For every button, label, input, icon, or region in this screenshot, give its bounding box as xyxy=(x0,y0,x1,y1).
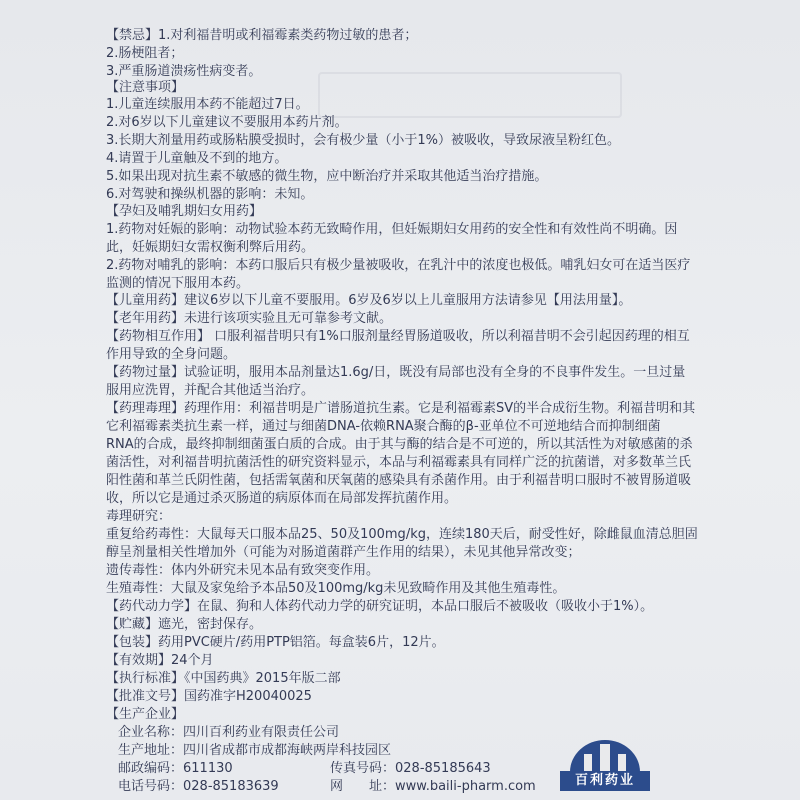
contraindication-line: 【禁忌】1.对利福昔明或利福霉素类药物过敏的患者； xyxy=(106,28,418,43)
storage-line: 【贮藏】遮光，密封保存。 xyxy=(106,617,263,632)
toxicology-line: 重复给药毒性：大鼠每天口服本品25、50及100mg/kg，连续180天后，耐受性好，除雌鼠血清总胆固 xyxy=(106,527,698,542)
manufacturer-address: 生产地址：四川省成都市成都海峡两岸科技园区 xyxy=(118,743,392,758)
pharmacology-line: RNA的合成，最终抑制细菌蛋白质的合成。由于其与酶的结合是不可逆的，所以其活性为对敏感菌的杀 xyxy=(106,437,693,452)
interaction-line: 【药物相互作用】 口服利福昔明只有1%口服剂量经胃肠道吸收，所以利福昔明不会引起因药理的相互 xyxy=(106,329,690,344)
contraindication-line: 2.肠梗阻者； xyxy=(106,46,184,61)
toxicology-line: 醇呈剂量相关性增加外（可能为对肠道菌群产生作用的结果），未见其他异常改变； xyxy=(106,545,581,560)
pharmacokinetics-line: 【药代动力学】在鼠、狗和人体药代动力学的研究证明，本品口服后不被吸收（吸收小于1%）。 xyxy=(106,599,654,614)
section-heading-pregnancy: 【孕妇及哺乳期妇女用药】 xyxy=(106,204,263,219)
pediatric-use-line: 【儿童用药】建议6岁以下儿童不要服用。6岁及6岁以上儿童服用方法请参见【用法用量】。 xyxy=(106,293,632,308)
pharmacology-line: 它利福霉素类抗生素一样，通过与细菌DNA-依赖RNA聚合酶的β-亚单位不可逆地结合而抑制细菌 xyxy=(106,419,661,434)
manufacturer-heading: 【生产企业】 xyxy=(106,707,185,722)
pharmacology-line: 【药理毒理】药理作用：利福昔明是广谱肠道抗生素。它是利福霉素SV的半合成衍生物。利福昔明和其 xyxy=(106,401,696,416)
validity-line: 【有效期】24个月 xyxy=(106,653,214,668)
toxicology-line: 生殖毒性：大鼠及家兔给予本品50及100mg/kg未见致畸作用及其他生殖毒性。 xyxy=(106,581,566,596)
contraindication-line: 3.严重肠道溃疡性病变者。 xyxy=(106,64,262,79)
pregnancy-line: 此，妊娠期妇女需权衡利弊后用药。 xyxy=(106,240,315,255)
approval-number-line: 【批准文号】国药准字H20040025 xyxy=(106,689,312,704)
pharmacology-line: 收，所以它是通过杀灭肠道的病原体而在局部发挥抗菌作用。 xyxy=(106,491,458,506)
toxicology-line: 遗传毒性：体内外研究未见本品有致突变作用。 xyxy=(106,563,380,578)
package-line: 【包装】药用PVC硬片/药用PTP铝箔。每盒装6片，12片。 xyxy=(106,635,445,650)
logo-wordmark: 百利药业 xyxy=(560,771,650,791)
precaution-line: 6.对驾驶和操纵机器的影响：未知。 xyxy=(106,187,314,202)
manufacturer-fax: 传真号码：028-85185643 xyxy=(330,761,491,776)
toxicology-heading: 毒理研究： xyxy=(106,509,172,524)
manufacturer-postcode: 邮政编码：611130 xyxy=(118,761,233,776)
section-heading-precautions: 【注意事项】 xyxy=(106,80,185,95)
overdose-line: 服用应洗胃，并配合其他适当治疗。 xyxy=(106,383,315,398)
pharmacology-line: 菌活性，对利福昔明抗菌活性的研究资料显示，本品与利福霉素具有同样广泛的抗菌谱，对多数革兰氏 xyxy=(106,455,692,470)
standard-line: 【执行标准】《中国药典》2015年版二部 xyxy=(106,671,341,686)
precaution-line: 1.儿童连续服用本药不能超过7日。 xyxy=(106,97,309,112)
precaution-line: 3.长期大剂量用药或肠粘膜受损时，会有极少量（小于1%）被吸收，导致尿液呈粉红色。 xyxy=(106,133,621,148)
pregnancy-line: 1.药物对妊娠的影响：动物试验本药无致畸作用，但妊娠期妇女用药的安全性和有效性尚不明确。因 xyxy=(106,222,678,237)
overdose-line: 【药物过量】试验证明，服用本品剂量达1.6g/日，既没有局部也没有全身的不良事件发生。一旦过量 xyxy=(106,365,686,380)
manufacturer-name: 企业名称：四川百利药业有限责任公司 xyxy=(118,725,340,740)
pharmacology-line: 阳性菌和革兰氏阴性菌，包括需氧菌和厌氧菌的感染具有杀菌作用。由于利福昔明口服时不被胃肠道吸 xyxy=(106,473,692,488)
precaution-line: 2.对6岁以下儿童建议不要服用本药片剂。 xyxy=(106,115,348,130)
manufacturer-phone: 电话号码：028-85183639 xyxy=(118,779,279,794)
pregnancy-line: 2.药物对哺乳的影响：本药口服后只有极少量被吸收，在乳汁中的浓度也极低。哺乳妇女可在适当医疗 xyxy=(106,258,691,273)
precaution-line: 5.如果出现对抗生素不敏感的微生物，应中断治疗并采取其他适当治疗措施。 xyxy=(106,169,548,184)
precaution-line: 4.请置于儿童触及不到的地方。 xyxy=(106,151,288,166)
interaction-line: 作用导致的全身问题。 xyxy=(106,347,237,362)
geriatric-use-line: 【老年用药】未进行该项实验且无可靠参考文献。 xyxy=(106,311,393,326)
manufacturer-website: 网 址：www.baili-pharm.com xyxy=(330,779,536,794)
pregnancy-line: 监测的情况下服用本药。 xyxy=(106,276,250,291)
